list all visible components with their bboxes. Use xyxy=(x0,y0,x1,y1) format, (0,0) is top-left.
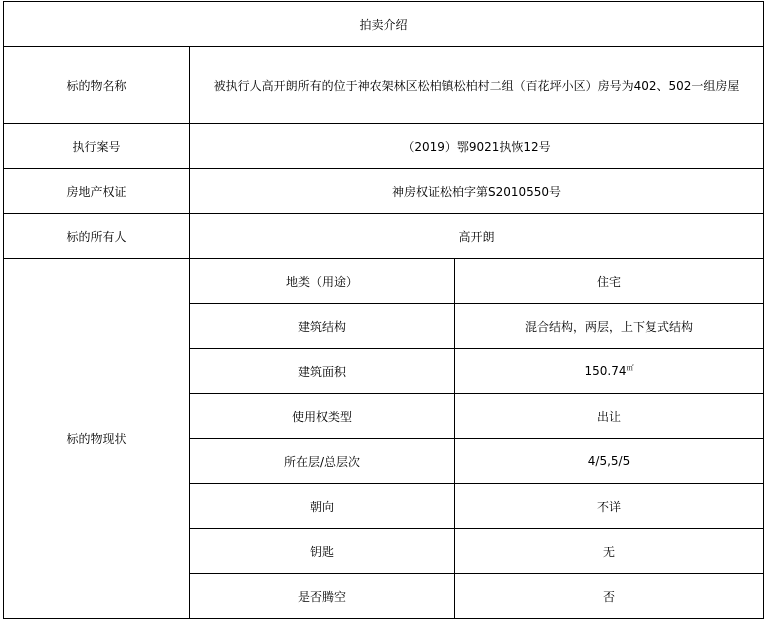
status-value: 无 xyxy=(455,529,764,574)
info-label: 标的所有人 xyxy=(4,214,190,259)
area-value: 150.74 xyxy=(584,364,627,378)
status-value: 不详 xyxy=(455,484,764,529)
info-label: 执行案号 xyxy=(4,124,190,169)
info-value: 神房权证松柏字第S2010550号 xyxy=(190,169,764,214)
status-key: 建筑面积 xyxy=(190,349,455,394)
status-key: 是否腾空 xyxy=(190,574,455,619)
auction-info-table xyxy=(3,1,764,619)
status-value: 出让 xyxy=(455,394,764,439)
status-key: 钥匙 xyxy=(190,529,455,574)
status-row xyxy=(4,259,764,304)
info-row-property-certificate xyxy=(4,169,764,214)
status-key: 建筑结构 xyxy=(190,304,455,349)
status-value: 否 xyxy=(455,574,764,619)
status-key: 所在层/总层次 xyxy=(190,439,455,484)
status-value xyxy=(455,349,764,394)
info-row-case-number xyxy=(4,124,764,169)
info-label: 房地产权证 xyxy=(4,169,190,214)
status-value: 混合结构，两层，上下复式结构 xyxy=(455,304,764,349)
table-title: 拍卖介绍 xyxy=(4,2,764,47)
status-section-label: 标的物现状 xyxy=(4,259,190,619)
info-value: 高开朗 xyxy=(190,214,764,259)
info-row-owner xyxy=(4,214,764,259)
status-key: 使用权类型 xyxy=(190,394,455,439)
area-unit: ㎡ xyxy=(626,364,634,372)
status-value: 4/5,5/5 xyxy=(455,439,764,484)
info-value: 被执行人高开朗所有的位于神农架林区松柏镇松柏村二组（百花坪小区）房号为402、502一组房屋 xyxy=(190,47,764,124)
title-row xyxy=(4,2,764,47)
status-key: 朝向 xyxy=(190,484,455,529)
status-key: 地类（用途） xyxy=(190,259,455,304)
info-label: 标的物名称 xyxy=(4,47,190,124)
info-value: （2019）鄂9021执恢12号 xyxy=(190,124,764,169)
info-row-subject-name xyxy=(4,47,764,124)
status-value: 住宅 xyxy=(455,259,764,304)
